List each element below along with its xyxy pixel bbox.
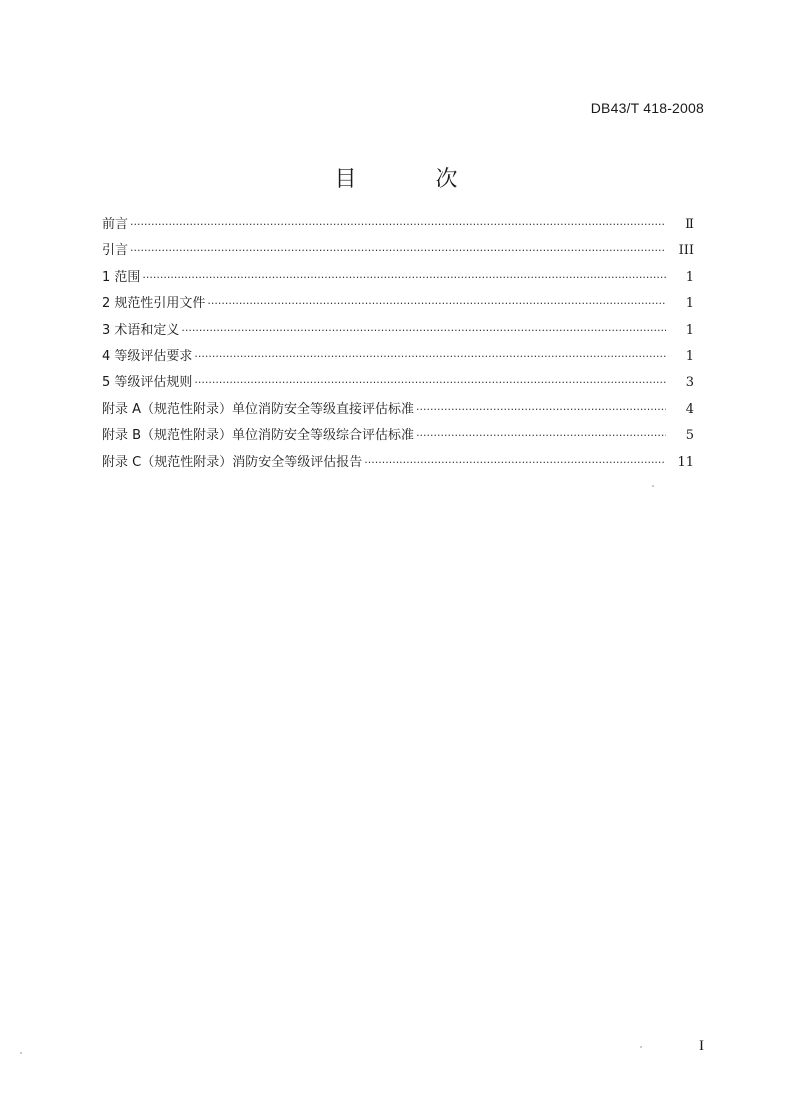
toc-entry-page: 1 <box>685 348 694 364</box>
toc-entry-appendix-a[interactable] <box>102 398 694 424</box>
toc-leader-dots <box>130 218 666 231</box>
page-number: I <box>699 1038 704 1054</box>
toc-title: 目 次 <box>334 167 494 192</box>
toc-entry-page: 3 <box>685 375 694 391</box>
toc-entry-grading-rules[interactable] <box>102 371 694 397</box>
toc-leader-dots <box>130 244 666 257</box>
toc-entry-label: 2 规范性引用文件 <box>102 296 206 312</box>
toc-entry-label: 附录 C（规范性附录）消防安全等级评估报告 <box>102 454 363 470</box>
toc-entry-label: 附录 A（规范性附录）单位消防安全等级直接评估标准 <box>102 401 415 417</box>
toc-leader-dots <box>207 297 666 310</box>
toc-entry-label: 4 等级评估要求 <box>102 348 193 364</box>
toc-entry-normative-references[interactable] <box>102 292 694 318</box>
toc-entry-label: 5 等级评估规则 <box>102 375 193 391</box>
toc-leader-dots <box>194 350 666 363</box>
scan-speck <box>652 485 654 487</box>
scan-speck <box>20 1052 22 1054</box>
toc-entry-page: III <box>678 243 694 259</box>
toc-leader-dots <box>416 403 666 416</box>
toc-entry-scope[interactable] <box>102 266 694 292</box>
toc-leader-dots <box>194 376 666 389</box>
toc-entry-appendix-b[interactable] <box>102 424 694 450</box>
toc-entry-grading-requirements[interactable] <box>102 345 694 371</box>
toc-leader-dots <box>142 271 666 284</box>
toc-leader-dots <box>364 456 666 469</box>
toc-entry-page: 5 <box>685 428 694 444</box>
toc-entry-terms-definitions[interactable] <box>102 319 694 345</box>
toc-leader-dots <box>181 324 666 337</box>
document-code: DB43/T 418-2008 <box>590 100 704 116</box>
scan-speck <box>640 1046 642 1048</box>
toc-entry-introduction[interactable] <box>102 239 694 265</box>
toc-entry-page: Ⅱ <box>685 217 694 232</box>
toc-entry-page: 1 <box>685 322 694 338</box>
toc-entry-page: 1 <box>685 269 694 285</box>
toc-entry-label: 引言 <box>102 243 129 259</box>
toc-entry-foreword[interactable] <box>102 213 694 239</box>
toc-entry-page: 1 <box>685 296 694 312</box>
toc-entry-appendix-c[interactable] <box>102 451 694 477</box>
toc-list <box>102 213 694 477</box>
toc-entry-label: 1 范围 <box>102 269 141 285</box>
toc-entry-page: 11 <box>677 454 694 470</box>
toc-entry-label: 附录 B（规范性附录）单位消防安全等级综合评估标准 <box>102 428 415 444</box>
toc-entry-label: 前言 <box>102 217 129 232</box>
toc-entry-page: 4 <box>685 401 694 417</box>
toc-leader-dots <box>416 429 666 442</box>
toc-entry-label: 3 术语和定义 <box>102 322 180 338</box>
